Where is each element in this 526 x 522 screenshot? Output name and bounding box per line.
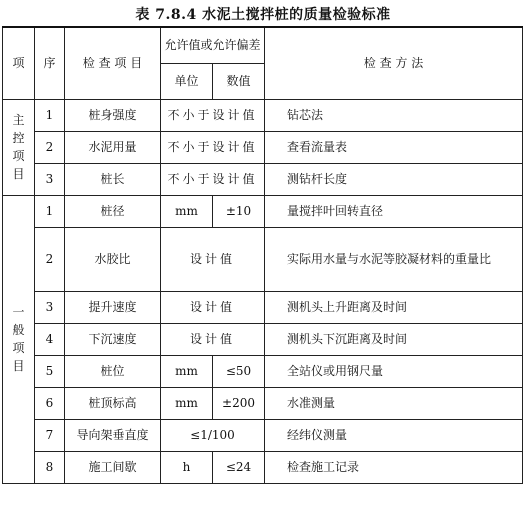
row-value: 不小于设计值 — [161, 131, 265, 163]
row-value: ≤24 — [213, 451, 265, 483]
row-value: 设计值 — [161, 291, 265, 323]
quality-inspection-table — [2, 26, 523, 484]
row-method: 水准测量 — [265, 387, 523, 419]
group-general: 一般项目 — [3, 195, 35, 483]
row-item: 桩身强度 — [65, 99, 161, 131]
row-method: 量搅拌叶回转直径 — [265, 195, 523, 227]
row-seq: 3 — [35, 291, 65, 323]
header-value: 数值 — [213, 63, 265, 99]
row-unit: mm — [161, 387, 213, 419]
header-method: 检 查 方 法 — [265, 27, 523, 99]
row-seq: 1 — [35, 195, 65, 227]
row-value: 设计值 — [161, 323, 265, 355]
row-method: 实际用水量与水泥等胶凝材料的重量比 — [265, 227, 523, 291]
row-item: 导向架垂直度 — [65, 419, 161, 451]
header-check-item: 检 查 项 目 — [65, 27, 161, 99]
row-method: 测钻杆长度 — [265, 163, 523, 195]
row-method: 钻芯法 — [265, 99, 523, 131]
row-item: 水胶比 — [65, 227, 161, 291]
row-item: 桩顶标高 — [65, 387, 161, 419]
row-seq: 4 — [35, 323, 65, 355]
row-unit: h — [161, 451, 213, 483]
row-method: 经纬仪测量 — [265, 419, 523, 451]
header-allowance: 允许值或允许偏差 — [161, 27, 265, 63]
row-value: 设计值 — [161, 227, 265, 291]
row-seq: 3 — [35, 163, 65, 195]
row-item: 提升速度 — [65, 291, 161, 323]
header-seq: 序 — [35, 27, 65, 99]
row-seq: 7 — [35, 419, 65, 451]
row-method: 查看流量表 — [265, 131, 523, 163]
row-seq: 1 — [35, 99, 65, 131]
row-item: 水泥用量 — [65, 131, 161, 163]
row-item: 下沉速度 — [65, 323, 161, 355]
row-seq: 8 — [35, 451, 65, 483]
row-unit: mm — [161, 355, 213, 387]
row-value: ±200 — [213, 387, 265, 419]
row-value: 不小于设计值 — [161, 163, 265, 195]
group-main: 主控项目 — [3, 99, 35, 195]
row-item: 桩位 — [65, 355, 161, 387]
header-unit: 单位 — [161, 63, 213, 99]
row-value: ≤1/100 — [161, 419, 265, 451]
table-title: 表 7.8.4 水泥土搅拌桩的质量检验标准 — [135, 7, 391, 23]
row-seq: 2 — [35, 227, 65, 291]
row-value: ±10 — [213, 195, 265, 227]
row-item: 桩长 — [65, 163, 161, 195]
header-item: 项 — [3, 27, 35, 99]
row-method: 测机头上升距离及时间 — [265, 291, 523, 323]
row-seq: 2 — [35, 131, 65, 163]
row-method: 全站仪或用钢尺量 — [265, 355, 523, 387]
row-item: 桩径 — [65, 195, 161, 227]
row-value: 不小于设计值 — [161, 99, 265, 131]
row-seq: 6 — [35, 387, 65, 419]
row-item: 施工间歇 — [65, 451, 161, 483]
row-seq: 5 — [35, 355, 65, 387]
row-unit: mm — [161, 195, 213, 227]
row-method: 测机头下沉距离及时间 — [265, 323, 523, 355]
row-value: ≤50 — [213, 355, 265, 387]
row-method: 检查施工记录 — [265, 451, 523, 483]
